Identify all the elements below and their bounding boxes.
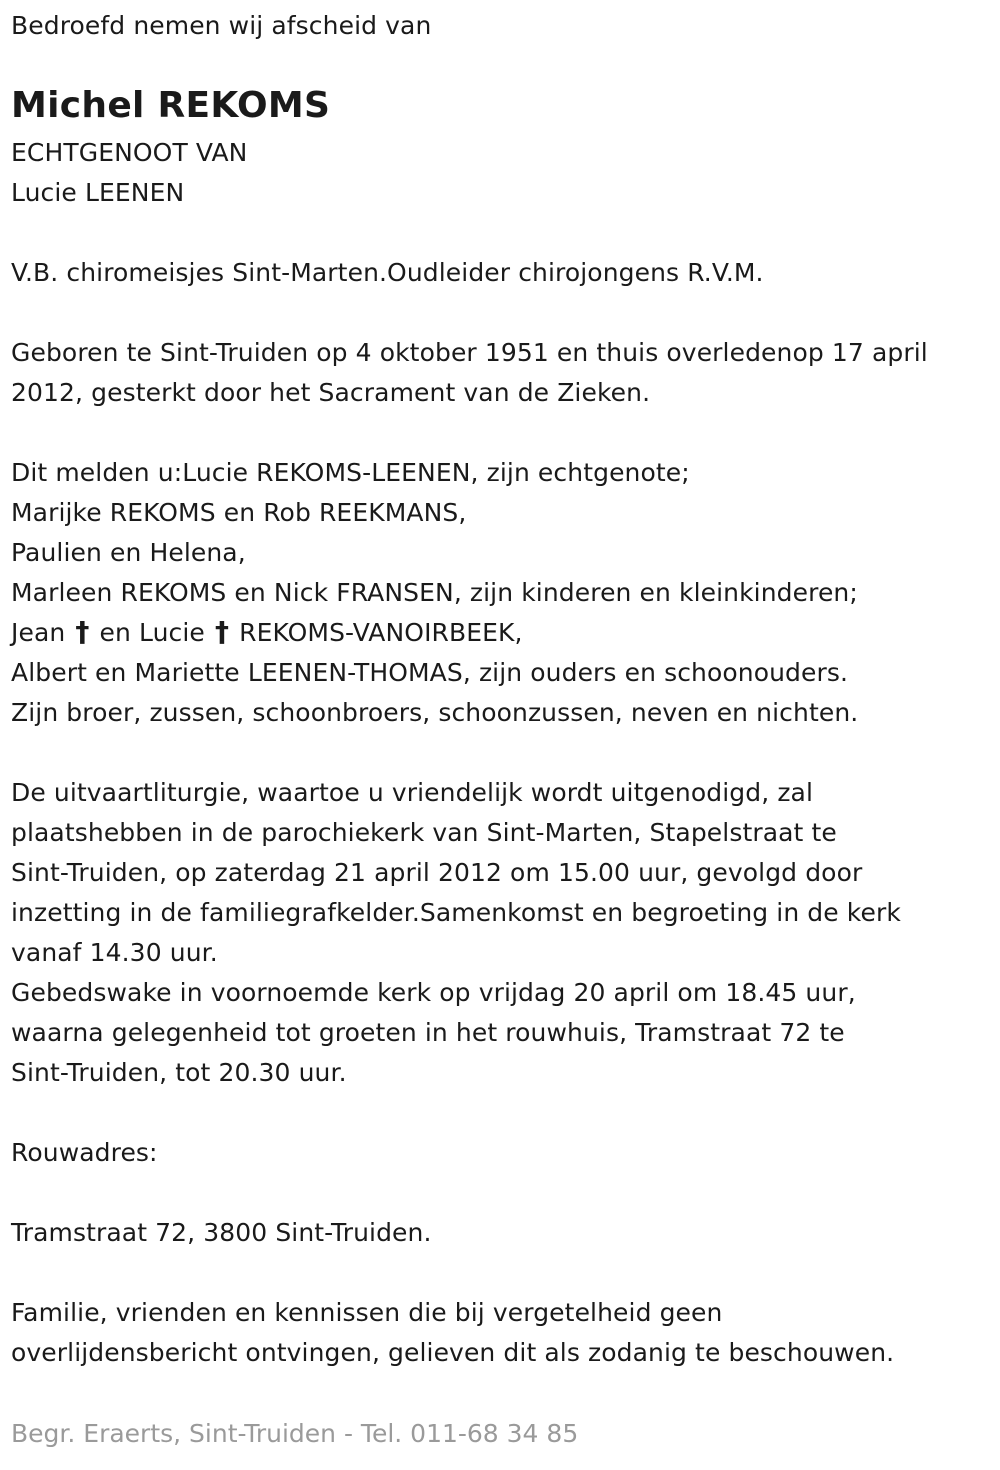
family-line: Paulien en Helena,	[11, 538, 246, 567]
family-line: Marleen REKOMS en Nick FRANSEN, zijn kinderen en kleinkinderen;	[11, 578, 858, 607]
spouse-name: Lucie LEENEN	[11, 178, 185, 207]
birth-death-block	[11, 333, 928, 413]
address-text: Tramstraat 72, 3800 Sint-Truiden.	[11, 1218, 432, 1247]
funeral-line: Sint-Truiden, op zaterdag 21 april 2012 om 15.00 uur, gevolgd door	[11, 858, 863, 887]
funeral-line: Gebedswake in voornoemde kerk op vrijdag 20 april om 18.45 uur,	[11, 978, 856, 1007]
closing-block	[11, 1293, 894, 1373]
affiliation-block	[11, 253, 764, 293]
address-label: Rouwadres:	[11, 1138, 158, 1167]
family-line: Zijn broer, zussen, schoonbroers, schoonzussen, neven en nichten.	[11, 698, 859, 727]
cross-icon: †	[75, 615, 90, 648]
affiliation-text: V.B. chiromeisjes Sint-Marten.Oudleider chirojongens R.V.M.	[11, 258, 764, 287]
funeral-line: inzetting in de familiegrafkelder.Samenkomst en begroeting in de kerk	[11, 898, 901, 927]
funeral-block	[11, 773, 901, 1093]
closing-line: Familie, vrienden en kennissen die bij vergetelheid geen	[11, 1298, 723, 1327]
family-block	[11, 453, 858, 733]
funeral-line: vanaf 14.30 uur.	[11, 938, 218, 967]
funeral-director-footer: Begr. Eraerts, Sint-Truiden - Tel. 011-68 34 85	[11, 1419, 579, 1448]
parents-surname: REKOMS-VANOIRBEEK,	[239, 618, 523, 647]
spouse-block	[11, 133, 247, 213]
family-line-parents	[11, 613, 858, 653]
family-line: Dit melden u:Lucie REKOMS-LEENEN, zijn echtgenote;	[11, 458, 690, 487]
intro-text: Bedroefd nemen wij afscheid van	[11, 11, 432, 40]
funeral-line: Sint-Truiden, tot 20.30 uur.	[11, 1058, 347, 1087]
funeral-line: De uitvaartliturgie, waartoe u vriendelijk wordt uitgenodigd, zal	[11, 778, 814, 807]
birth-death-line: Geboren te Sint-Truiden op 4 oktober 1951 en thuis overledenop 17 april	[11, 338, 928, 367]
closing-line: overlijdensbericht ontvingen, gelieven dit als zodanig te beschouwen.	[11, 1338, 895, 1367]
address-block	[11, 1213, 432, 1253]
funeral-line: waarna gelegenheid tot groeten in het rouwhuis, Tramstraat 72 te	[11, 1018, 845, 1047]
mother-name: en Lucie	[99, 618, 205, 647]
deceased-name: Michel REKOMS	[11, 85, 331, 126]
family-line: Albert en Mariette LEENEN-THOMAS, zijn ouders en schoonouders.	[11, 658, 849, 687]
cross-icon: †	[214, 615, 230, 648]
funeral-line: plaatshebben in de parochiekerk van Sint-Marten, Stapelstraat te	[11, 818, 837, 847]
father-name: Jean	[11, 618, 66, 647]
birth-death-line: 2012, gesterkt door het Sacrament van de Zieken.	[11, 378, 651, 407]
family-line: Marijke REKOMS en Rob REEKMANS,	[11, 498, 467, 527]
spouse-label: ECHTGENOOT VAN	[11, 138, 248, 167]
address-label-block	[11, 1133, 158, 1173]
